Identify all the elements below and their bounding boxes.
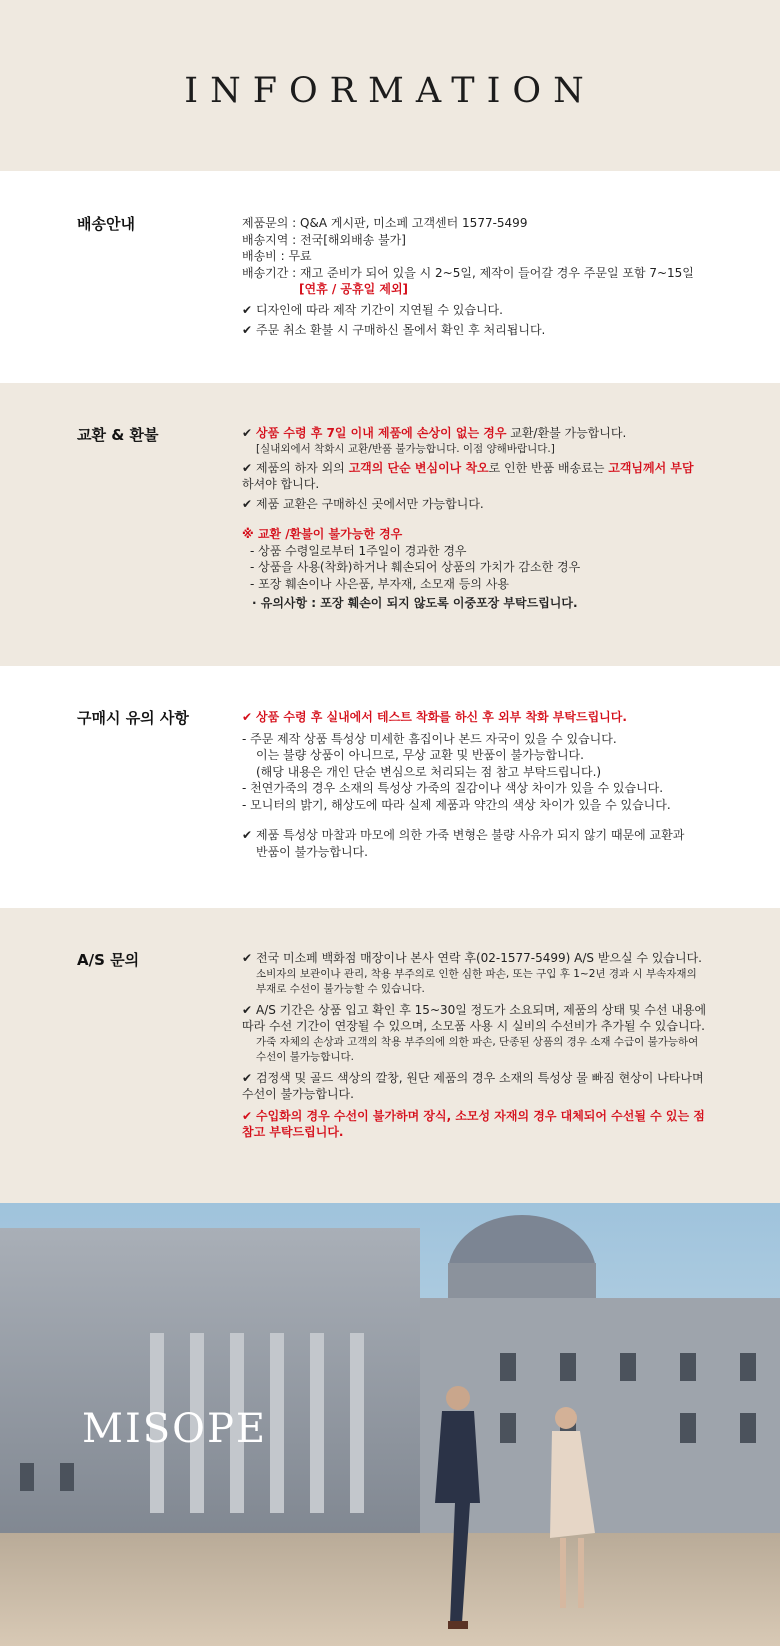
check-text: 주문 취소 환불 시 구매하신 몰에서 확인 후 처리됩니다.	[256, 323, 546, 337]
check-text: 따라 수선 기간이 연장될 수 있으며, 소모품 사용 시 실비의 수선비가 추가될 수 있습니다.	[242, 1019, 705, 1033]
shipping-body	[242, 215, 712, 339]
shipping-title: 배송안내	[77, 215, 135, 233]
check-item	[242, 827, 712, 844]
warning-item: - 상품 수령일로부터 1주일이 경과한 경우	[250, 543, 467, 558]
red-text: 상품 수령 후 7일 이내 제품에 손상이 없는 경우	[256, 426, 507, 440]
detail-item: (해당 내용은 개인 단순 변심으로 처리되는 점 참고 부탁드립니다.)	[256, 764, 602, 779]
sub-note: [실내외에서 착화시 교환/반품 불가능합니다. 이점 양해바랍니다.]	[256, 442, 555, 455]
spacer	[242, 813, 712, 827]
warning-title: ※ 교환 /환불이 불가능한 경우	[242, 527, 403, 541]
red-text: 수입화의 경우 수선이 불가하며 장식, 소모성 자재의 경우 대체되어 수선될 수 있는 점	[256, 1108, 705, 1123]
purchase-section	[0, 666, 780, 908]
check-item	[242, 460, 712, 477]
check-item	[242, 425, 712, 442]
sub-note: 가죽 자체의 손상과 고객의 착용 부주의에 의한 파손, 단종된 상품의 경우 소재 수급이 불가능하여	[256, 1035, 699, 1048]
purchase-body	[242, 709, 712, 860]
detail-item: - 천연가죽의 경우 소재의 특성상 가죽의 질감이나 색상 차이가 있을 수 있습니다.	[242, 781, 664, 795]
check-item	[242, 950, 712, 967]
check-text: 반품이 불가능합니다.	[256, 844, 368, 859]
shipping-line: 배송기간 : 재고 준비가 되어 있을 시 2~5일, 제작이 들어갈 경우 주문일 포함 7~15일	[242, 265, 694, 280]
check-text: 제품의 하자 외의	[256, 460, 349, 475]
caution-note: · 유의사항 : 포장 훼손이 되지 않도록 이중포장 부탁드립니다.	[252, 596, 578, 610]
page-title: INFORMATION	[184, 70, 596, 111]
check-icon: ✔	[242, 496, 253, 511]
check-icon: ✔	[242, 951, 253, 965]
check-icon: ✔	[242, 426, 253, 440]
check-icon: ✔	[242, 460, 253, 475]
spacer	[242, 512, 712, 526]
check-text: 제품 교환은 구매하신 곳에서만 가능합니다.	[256, 496, 484, 511]
red-text: 고객의 단순 변심이나 착오	[348, 460, 489, 475]
shipping-line: 배송지역 : 전국[해외배송 불가]	[242, 232, 406, 247]
exchange-body	[242, 425, 712, 612]
sub-note: 소비자의 보관이나 관리, 착용 부주의로 인한 심한 파손, 또는 구입 후 1~2년 경과 시 부속자재의	[256, 967, 697, 980]
check-item	[242, 322, 712, 339]
check-text: 검정색 및 골드 색상의 깔창, 원단 제품의 경우 소재의 특성상 물 빠짐 현상이 나타나며	[256, 1070, 704, 1085]
red-text: 참고 부탁드립니다.	[242, 1125, 344, 1139]
brand-logo: MISOPE	[82, 1406, 268, 1452]
check-item	[242, 1108, 712, 1125]
check-text: 수선이 불가능합니다.	[242, 1087, 354, 1101]
check-icon: ✔	[242, 710, 253, 724]
as-title: A/S 문의	[77, 951, 140, 969]
detail-item: 이는 불량 상품이 아니므로, 무상 교환 및 반품이 불가능합니다.	[256, 748, 584, 762]
check-text: 디자인에 따라 제작 기간이 지연될 수 있습니다.	[256, 302, 503, 317]
check-text: 전국 미소페 백화점 매장이나 본사 연락 후(02-1577-5499) A/S 받으실 수 있습니다.	[256, 951, 703, 965]
check-icon: ✔	[242, 828, 253, 842]
exchange-title: 교환 & 환불	[77, 426, 159, 444]
check-item	[242, 302, 712, 319]
sub-note: 수선이 불가능합니다.	[256, 1050, 354, 1063]
red-text: 상품 수령 후 실내에서 테스트 착화를 하신 후 외부 착화 부탁드립니다.	[256, 710, 627, 724]
check-icon: ✔	[242, 1108, 253, 1123]
purchase-title: 구매시 유의 사항	[77, 709, 189, 727]
sub-note: 부재로 수선이 불가능할 수 있습니다.	[256, 982, 425, 995]
shipping-section	[0, 171, 780, 383]
red-text: 고객님께서 부담	[608, 460, 694, 475]
as-body	[242, 950, 712, 1141]
check-text: A/S 기간은 상품 입고 확인 후 15~30일 정도가 소요되며, 제품의 상태 및 수선 내용에	[256, 1002, 707, 1017]
check-icon: ✔	[242, 302, 253, 317]
check-text: 제품 특성상 마찰과 마모에 의한 가죽 변형은 불량 사유가 되지 않기 때문에 교환과	[256, 828, 685, 842]
brand-photo	[0, 1203, 780, 1646]
check-item	[242, 496, 712, 513]
detail-item: - 주문 제작 상품 특성상 미세한 흠집이나 본드 자국이 있을 수 있습니다.	[242, 731, 617, 746]
warning-item: - 상품을 사용(착화)하거나 훼손되어 상품의 가치가 감소한 경우	[250, 560, 581, 574]
detail-item: - 모니터의 밝기, 해상도에 따라 실제 제품과 약간의 색상 차이가 있을 수 있습니다.	[242, 797, 671, 812]
exchange-section	[0, 383, 780, 666]
check-item	[242, 1002, 712, 1019]
check-icon: ✔	[242, 323, 253, 337]
as-section	[0, 908, 780, 1203]
check-text: 교환/환불 가능합니다.	[506, 426, 627, 440]
shipping-line: 배송비 : 무료	[242, 249, 312, 263]
check-item	[242, 709, 712, 726]
holiday-note: [연휴 / 공휴일 제외]	[299, 282, 409, 296]
shipping-line: 제품문의 : Q&A 게시판, 미소페 고객센터 1577-5499	[242, 216, 528, 230]
check-icon: ✔	[242, 1070, 253, 1085]
check-icon: ✔	[242, 1002, 253, 1017]
check-item	[242, 1070, 712, 1087]
wrap-text: 하셔야 합니다.	[242, 477, 320, 491]
check-text: 로 인한 반품 배송료는	[488, 460, 609, 475]
information-header	[0, 0, 780, 171]
warning-item: - 포장 훼손이나 사은품, 부자재, 소모재 등의 사용	[250, 576, 509, 591]
